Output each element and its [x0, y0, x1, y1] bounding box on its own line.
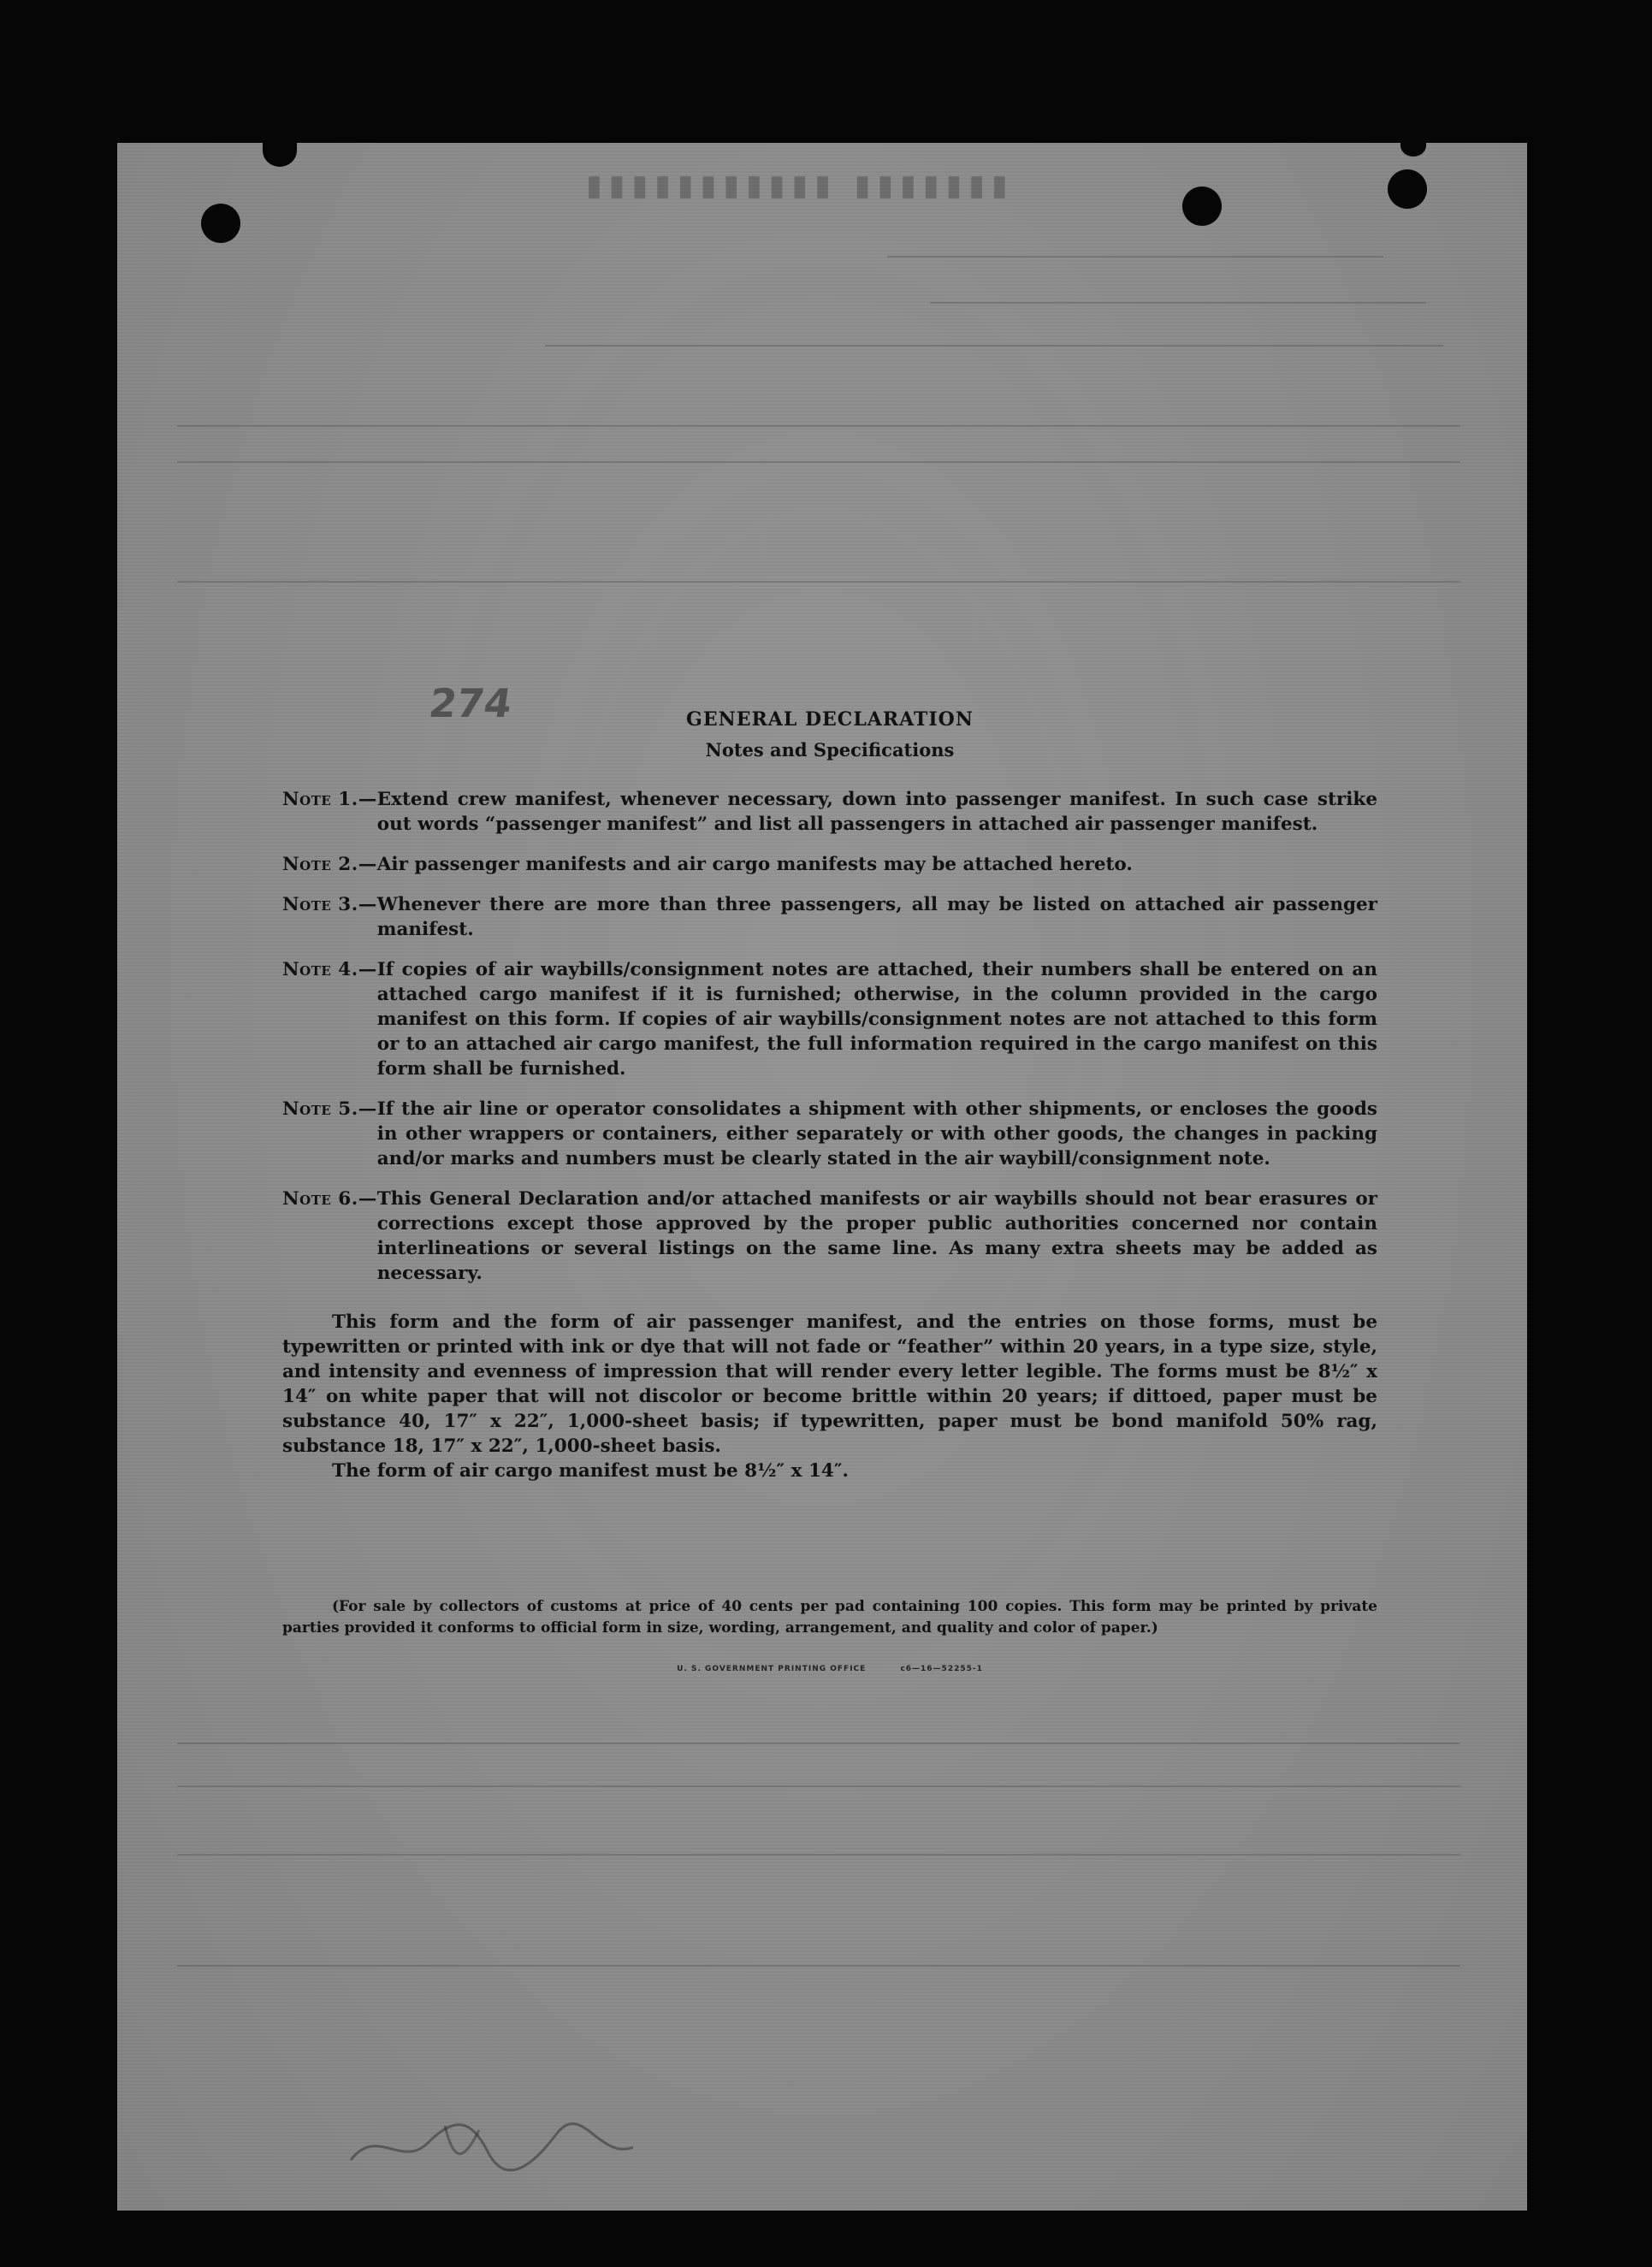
- printer-line: [513, 1665, 1146, 1673]
- ghost-rule: [177, 1854, 1460, 1856]
- ghost-rule: [930, 302, 1426, 304]
- form-requirements-paragraph: This form and the form of air passenger manifest, and the entries on those forms, must be typewritten or printed with ink or dye that will not fade or “feather” within 20 years, in a type size, style, and intensity and evenness of impression that will render every letter legible. The forms must be 8½″ x 14″ on white paper that will not discolor or become brittle within 20 years; if dittoed, paper must be substance 40, 17″ x 22″, 1,000-sheet basis; if typewritten, paper must be bond manifold 50% rag, substance 18, 17″ x 22″, 1,000-sheet basis.: [282, 1311, 1377, 1457]
- note-text: This General Declaration and/or attached manifests or air waybills should not bear erasures or corrections except those approved by the proper public authorities concerned nor contain interlineations or several listings on the same line. As many extra sheets may be added as necessary.: [376, 1187, 1377, 1284]
- note-3: Note 3. — Whenever there are more than three passengers, all may be listed on attached air passenger manifest.: [282, 893, 1377, 940]
- note-text: If the air line or operator consolidates a shipment with other shipments, or encloses the goods in other wrappers or containers, either separately or with other goods, the changes in packing and/or marks and numbers must be clearly stated in the air waybill/consignment note.: [376, 1098, 1377, 1169]
- printer-name: U. S. GOVERNMENT PRINTING OFFICE: [677, 1665, 867, 1673]
- cargo-form-line: The form of air cargo manifest must be 8½″ x 14″.: [332, 1459, 849, 1482]
- ghost-rule: [177, 461, 1460, 463]
- ghost-rule: [545, 345, 1443, 346]
- edge-tear: [1400, 143, 1426, 157]
- ghost-rule: [887, 256, 1383, 257]
- notes-block: [282, 708, 1377, 1483]
- note-label: Note 3.: [282, 893, 358, 915]
- note-label: Note 6.: [282, 1187, 358, 1210]
- ghost-rule: [177, 581, 1460, 583]
- note-text: Air passenger manifests and air cargo manifests may be attached hereto.: [376, 853, 1133, 875]
- punch-hole: [1182, 186, 1222, 226]
- punch-hole: [201, 204, 240, 243]
- note-label: Note 1.: [282, 788, 358, 810]
- note-4: Note 4. — If copies of air waybills/consignment notes are attached, their numbers shall be entered on an attached cargo manifest if it is furnished; otherwise, in the column provided in the cargo manifest on this form. If copies of air waybills/consignment notes are not attached to this form or to an attached air cargo manifest, the full information required in the cargo manifest on this form shall be furnished.: [282, 958, 1377, 1080]
- punch-hole: [1388, 169, 1427, 209]
- signature-scribble: [342, 2109, 667, 2177]
- note-5: Note 5. — If the air line or operator consolidates a shipment with other shipments, or encloses the goods in other wrappers or containers, either separately or with other goods, the changes in packing and/or marks and numbers must be clearly stated in the air waybill/consignment note.: [282, 1098, 1377, 1169]
- note-label: Note 4.: [282, 958, 358, 980]
- note-label: Note 5.: [282, 1098, 358, 1120]
- paper-sheet: [117, 143, 1527, 2211]
- ghost-rule: [177, 1743, 1460, 1744]
- printer-code: c6—16—52255-1: [900, 1665, 983, 1673]
- ghost-heading: ▮▮▮▮▮▮▮ ▮▮▮▮▮▮▮▮▮▮▮: [579, 169, 1008, 203]
- ghost-rule: [177, 425, 1460, 427]
- note-text: Whenever there are more than three passengers, all may be listed on attached air passenger manifest.: [376, 893, 1377, 940]
- declaration-subtitle: Notes and Specifications: [705, 739, 955, 761]
- note-1: Note 1. — Extend crew manifest, whenever necessary, down into passenger manifest. In such case strike out words “passenger manifest” and list all passengers in attached air passenger manifest.: [282, 788, 1377, 835]
- note-6: Note 6. — This General Declaration and/or attached manifests or air waybills should not bear erasures or corrections except those approved by the proper public authorities concerned nor contain interlineations or several listings on the same line. As many extra sheets may be added as necessary.: [282, 1187, 1377, 1284]
- note-2: Note 2. — Air passenger manifests and air cargo manifests may be attached hereto.: [282, 852, 1377, 877]
- handwritten-number: 274: [426, 680, 515, 726]
- sale-note: (For sale by collectors of customs at price of 40 cents per pad containing 100 copies. This form may be printed by private parties provided it conforms to official form in size, wording, arrangement, and quality and color of paper.): [282, 1598, 1377, 1637]
- ghost-rule: [177, 1965, 1460, 1967]
- edge-tear: [263, 143, 297, 167]
- note-text: Extend crew manifest, whenever necessary, down into passenger manifest. In such case strike out words “passenger manifest” and list all passengers in attached air passenger manifest.: [376, 788, 1377, 835]
- declaration-title: GENERAL DECLARATION: [686, 708, 974, 731]
- ghost-rule: [177, 1785, 1460, 1787]
- note-text: If copies of air waybills/consignment notes are attached, their numbers shall be entered on an attached cargo manifest if it is furnished; otherwise, in the column provided in the cargo manifest on this form. If copies of air waybills/consignment notes are not attached to this form or to an attached air cargo manifest, the full information required in the cargo manifest on this form shall be furnished.: [376, 958, 1377, 1080]
- note-label: Note 2.: [282, 853, 358, 875]
